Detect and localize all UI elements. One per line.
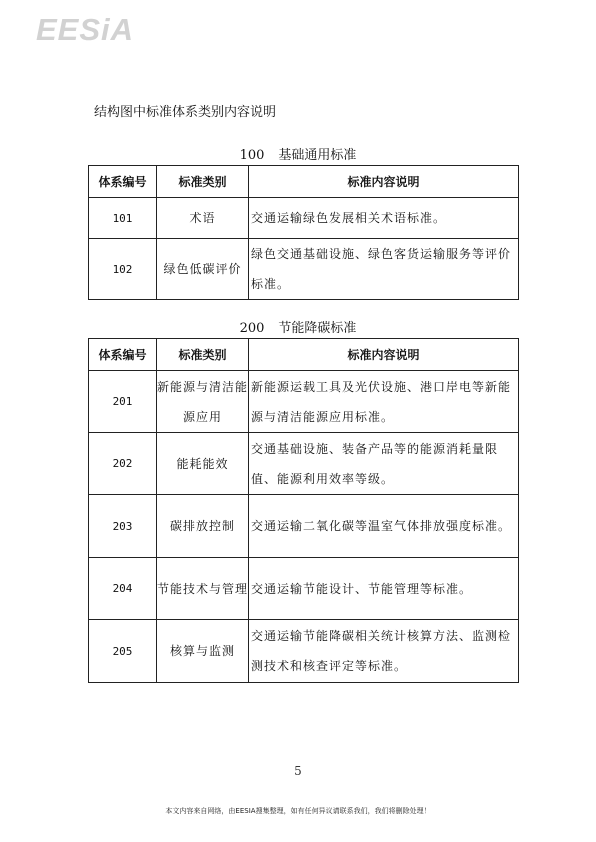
- row-category: 核算与监测: [157, 620, 249, 683]
- section-title-100: [0, 144, 596, 163]
- section-name: 基础通用标准: [278, 148, 357, 163]
- column-header-category: 标准类别: [157, 166, 249, 198]
- row-category: 碳排放控制: [157, 495, 249, 558]
- row-code: 204: [89, 558, 157, 620]
- row-description: 绿色交通基础设施、绿色客货运输服务等评价标准。: [249, 239, 519, 300]
- row-category: 节能技术与管理: [157, 558, 249, 620]
- table-header-row: [89, 166, 519, 198]
- page-number: 5: [294, 764, 302, 778]
- row-code: 205: [89, 620, 157, 683]
- row-category: 术语: [157, 198, 249, 239]
- row-code: 101: [89, 198, 157, 239]
- section-code: 100: [239, 148, 265, 163]
- footer-disclaimer: 本文内容来自网络，由EESIA搜集整理，如有任何异议请联系我们，我们将删除处理！: [165, 807, 431, 815]
- table-row: [89, 371, 519, 433]
- table-row: [89, 558, 519, 620]
- standards-table-100: [88, 165, 519, 300]
- table-row: [89, 620, 519, 683]
- section-title-200: [0, 317, 596, 336]
- column-header-description: 标准内容说明: [249, 166, 519, 198]
- row-category: 新能源与清洁能源应用: [157, 371, 249, 433]
- row-description: 交通运输绿色发展相关术语标准。: [249, 198, 519, 239]
- eesia-logo: EESiA: [36, 12, 135, 47]
- row-category: 能耗能效: [157, 433, 249, 495]
- row-code: 203: [89, 495, 157, 558]
- row-description: 新能源运载工具及光伏设施、港口岸电等新能源与清洁能源应用标准。: [249, 371, 519, 433]
- table-row: [89, 198, 519, 239]
- row-code: 202: [89, 433, 157, 495]
- row-description: 交通运输节能设计、节能管理等标准。: [249, 558, 519, 620]
- column-header-category: 标准类别: [157, 339, 249, 371]
- document-heading: 结构图中标准体系类别内容说明: [94, 105, 277, 120]
- row-description: 交通基础设施、装备产品等的能源消耗量限值、能源利用效率等级。: [249, 433, 519, 495]
- row-description: 交通运输节能降碳相关统计核算方法、监测检测技术和核查评定等标准。: [249, 620, 519, 683]
- section-name: 节能降碳标准: [278, 321, 357, 336]
- standards-table-200: [88, 338, 519, 683]
- table-row: [89, 433, 519, 495]
- row-code: 201: [89, 371, 157, 433]
- section-code: 200: [239, 321, 265, 336]
- column-header-code: 体系编号: [89, 166, 157, 198]
- column-header-description: 标准内容说明: [249, 339, 519, 371]
- row-code: 102: [89, 239, 157, 300]
- table-header-row: [89, 339, 519, 371]
- table-row: [89, 495, 519, 558]
- row-category: 绿色低碳评价: [157, 239, 249, 300]
- row-description: 交通运输二氧化碳等温室气体排放强度标准。: [249, 495, 519, 558]
- table-row: [89, 239, 519, 300]
- column-header-code: 体系编号: [89, 339, 157, 371]
